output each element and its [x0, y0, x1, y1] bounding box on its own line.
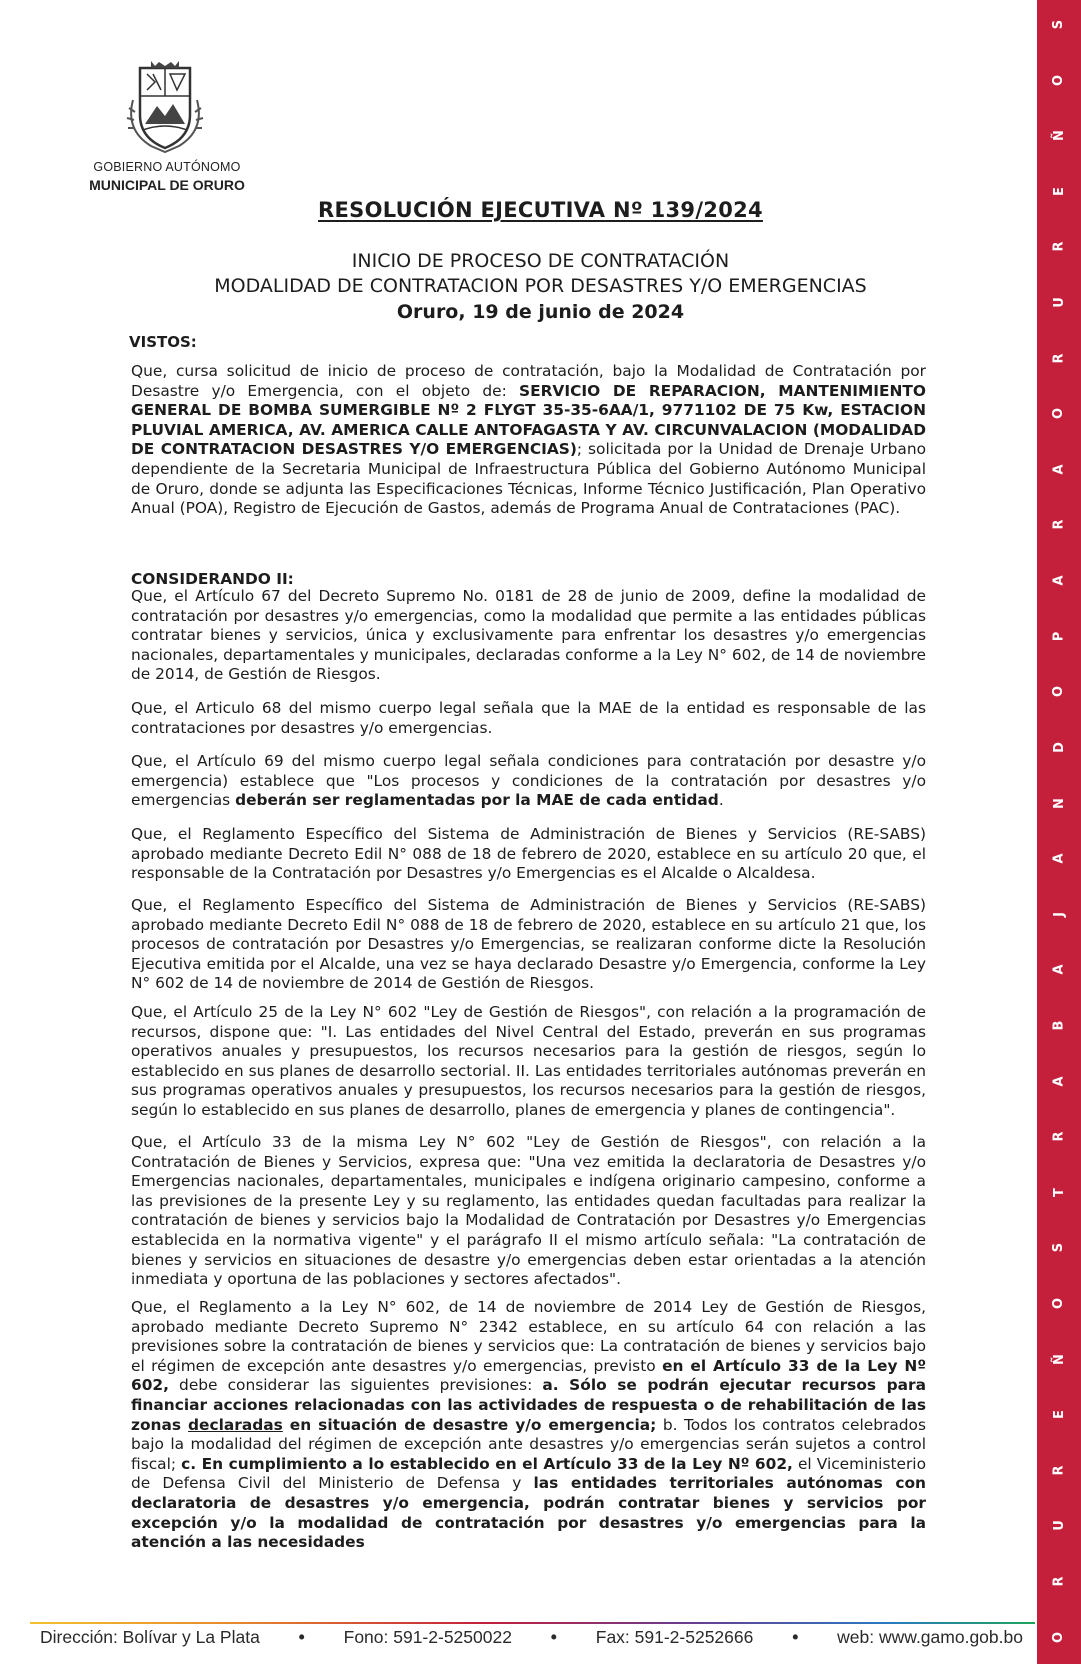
paragraph-resabs-art21: Que, el Reglamento Específico del Sistema de Administración de Bienes y Servicios (RE-SABS) aprobado mediante Decreto Edil N° 088 de 18 de febrero de 2020, establece en su artículo 21 que, los procesos de contratación por Desastres y/o Emergencias, se realizaran conforme dicte la Resolución Ejecutiva emitida por el Alcalde, una vez se haya declarado Desastre y/o Emergencia, conforme la Ley N° 602 de 14 de noviembre de 2014 de Gestión de Riesgos. [131, 896, 926, 993]
banner-letter: R [1051, 1131, 1067, 1142]
banner-letter: Ñ [1051, 130, 1067, 142]
text-bold: en situación de desastre y/o emergencia; [282, 1415, 657, 1434]
text-run: b. Todos los contratos celebrados bajo la modalidad del régimen de excepción ante desastres y/o emergencias serán sujetos a control fiscal; [131, 1415, 926, 1473]
side-banner [1037, 0, 1081, 1664]
banner-letter: U [1051, 297, 1067, 308]
banner-letter: O [1051, 1631, 1067, 1643]
text-run: Que, el Artículo 69 del mismo cuerpo legal señala condiciones para contratación por desastre y/o emergencia) establece que "Los procesos y condiciones de la contratación por desastres y/o emergencias [131, 752, 926, 810]
date-line: Oruro, 19 de junio de 2024 [396, 301, 685, 323]
banner-letter: B [1051, 1020, 1067, 1031]
text-run: ; solicitada por la Unidad de Drenaje Urbano dependiente de la Secretaria Municipal de Infraestructura Pública del Gobierno Autónomo Municipal de Oruro, donde se adjunta las Especificaciones Técnicas, Informe Técnico Justificación, Plan Operativo Anual (POA), Registro de Ejecución de Gastos, además de Programa Anual de Contrataciones (PAC). [131, 440, 926, 518]
footer-web-link[interactable]: web: www.gamo.gob.bo [837, 1627, 1023, 1647]
banner-letter: R [1051, 519, 1067, 530]
footer-address: Dirección: Bolívar y La Plata [40, 1627, 260, 1647]
footer-bullet: • [792, 1627, 799, 1647]
banner-letter: O [1051, 686, 1067, 698]
banner-letter: A [1051, 853, 1067, 864]
banner-letter: A [1051, 575, 1067, 586]
banner-letter: O [1051, 1297, 1067, 1310]
banner-letter: R [1051, 241, 1067, 252]
text-run: Que, cursa solicitud de inicio de proceso de contratación, bajo la Modalidad de Contratación por Desastre y/o Emergencia, con el objeto de: [131, 362, 926, 400]
banner-letter: E [1051, 186, 1067, 196]
paragraph-art67: Que, el Artículo 67 del Decreto Supremo No. 0181 de 28 de junio de 2009, define la modalidad de contratación por desastres y/o emergencias, como la modalidad que permite a las entidades públicas contratar bienes y servicios, única y exclusivamente para enfrentar los desastres y/o emergencias nacionales, departamentales y municipales, declaradas conforme a la Ley N° 602, de 14 de noviembre de 2014, de Gestión de Riesgos. [131, 587, 926, 684]
footer-bullet: • [298, 1627, 305, 1647]
paragraph-ley602-art33: Que, el Artículo 33 de la misma Ley N° 602 "Ley de Gestión de Riesgos", con relación a la Contratación de Bienes y Servicios, expresa que: "Una vez emitida la declaratoria de Desastres y/o Emergencias nacionales, departamentales, municipales e indígena originario campesino, conforme a las previsiones de la presente Ley y su reglamento, las entidades quedan facultadas para realizar la contratación de bienes y servicios bajo la Modalidad de Contratación por Desastres y/o Emergencias establecida en la normativa vigente" y el parágrafo II el mismo artículo señala: "La contratación de bienes y servicios en situaciones de desastre y/o emergencias deben estar orientadas a la atención inmediata y oportuna de las poblaciones y sectores afectados". [131, 1133, 926, 1289]
text-run: debe considerar las siguientes previsiones: [168, 1376, 543, 1395]
banner-letter: A [1051, 964, 1067, 975]
banner-letter: O [1051, 408, 1067, 420]
vistos-paragraph [131, 362, 926, 519]
text-bold-underlined: declaradas [188, 1415, 283, 1434]
banner-letter: Ñ [1051, 1353, 1067, 1365]
text-bold: c. En cumplimiento a lo establecido en el Artículo 33 de la Ley Nº 602, [181, 1454, 793, 1473]
text-bold: deberán ser reglamentadas por la MAE de cada entidad [235, 791, 719, 810]
banner-letter: P [1051, 631, 1067, 641]
text-bold: en el Artículo 33 de la Ley Nº 602, [131, 1356, 926, 1395]
org-name-line1: GOBIERNO AUTÓNOMO [93, 160, 241, 174]
banner-letter: O [1051, 74, 1067, 86]
resolution-title: RESOLUCIÓN EJECUTIVA Nº 139/2024 [318, 198, 763, 222]
paragraph-ley602-art25: Que, el Artículo 25 de la Ley N° 602 "Ley de Gestión de Riesgos", con relación a la programación de recursos, dispone que: "I. Las entidades del Nivel Central del Estado, preverán en sus programas operativos anuales y presupuestos, los recursos necesarios para la gestión de riesgos, según lo establecido en sus planes de desarrollo sectorial. II. Las entidades territoriales autónomas preverán en sus programas operativos anuales y presupuestos, los recursos necesarios para la gestión de riesgos, según lo establecido en sus planes de desarrollo, planes de emergencia y planes de contingencia". [131, 1003, 926, 1119]
footer-bullet: • [550, 1627, 557, 1647]
paragraph-reglamento-art64 [131, 1298, 926, 1553]
considerando-heading: CONSIDERANDO II: [131, 570, 294, 588]
paragraph-resabs-art20: Que, el Reglamento Específico del Sistema de Administración de Bienes y Servicios (RE-SABS) aprobado mediante Decreto Edil N° 088 de 18 de febrero de 2020, establece en su artículo 20 que, el responsable de la Contratación por Desastres y/o Emergencias es el Alcalde o Alcaldesa. [131, 825, 926, 883]
footer-divider [30, 1622, 1035, 1624]
subtitle-process: INICIO DE PROCESO DE CONTRATACIÓN [351, 250, 730, 272]
text-run: . [718, 791, 724, 810]
vistos-heading: VISTOS: [129, 333, 197, 351]
text-bold: las entidades territoriales autónomas con declaratoria de desastres y/o emergencia, podrán contratar bienes y servicios por excepción y/o la modalidad de contratación por desastres y/o emergencias para la atención a las necesidades [131, 1474, 926, 1552]
banner-letter: T [1051, 1187, 1067, 1197]
footer-fax: Fax: 591-2-5252666 [595, 1627, 754, 1647]
subtitle-modality: MODALIDAD DE CONTRATACION POR DESASTRES Y/O EMERGENCIAS [214, 275, 867, 297]
banner-letter: J [1051, 911, 1067, 917]
banner-letter: S [1051, 1243, 1067, 1253]
banner-letter: R [1051, 1465, 1067, 1476]
text-run: el Viceministerio de Defensa Civil del Ministerio de Defensa y [131, 1454, 926, 1493]
banner-letter: R [1051, 1576, 1067, 1587]
municipal-coat-of-arms-logo [115, 60, 215, 160]
banner-letter: N [1051, 797, 1067, 809]
banner-letter: A [1051, 464, 1067, 475]
banner-letter: U [1051, 1520, 1067, 1532]
text-run: Que, el Reglamento a la Ley N° 602, de 14 de noviembre de 2014 Ley de Gestión de Riesgos, aprobado mediante Decreto Supremo N° 2342 establece, en su artículo 64 con relación a las previsiones sobre la contratación de bienes y servicios que: La contratación de bienes y servicios bajo el régimen de excepción ante desastres y/o emergencias, previsto [131, 1298, 926, 1375]
banner-letter: E [1051, 1410, 1067, 1420]
footer [40, 1627, 1035, 1648]
banner-letter: D [1051, 742, 1067, 753]
banner-letter: S [1051, 19, 1067, 30]
paragraph-art68: Que, el Articulo 68 del mismo cuerpo legal señala que la MAE de la entidad es responsable de las contrataciones por desastres y/o emergencias. [131, 699, 926, 737]
footer-phone: Fono: 591-2-5250022 [343, 1627, 512, 1647]
paragraph-art69 [131, 752, 926, 811]
service-object-bold: SERVICIO DE REPARACION, MANTENIMIENTO GENERAL DE BOMBA SUMERGIBLE Nº 2 FLYGT 35-35-6AA/1, 9771102 DE 75 Kw, ESTACION PLUVIAL AMERICA, AV. AMERICA CALLE ANTOFAGASTA Y AV. CIRCUNVALACION (MODALIDAD DE CONTRATACION DESASTRES Y/O EMERGENCIAS) [131, 381, 926, 459]
banner-letter: A [1051, 1076, 1067, 1087]
org-name-line2: MUNICIPAL DE ORURO [89, 177, 245, 193]
banner-letter: R [1051, 353, 1067, 364]
text-bold: a. Sólo se podrán ejecutar recursos para financiar acciones relacionadas con las actividades de respuesta o de rehabilitación de las zonas [131, 1376, 926, 1434]
